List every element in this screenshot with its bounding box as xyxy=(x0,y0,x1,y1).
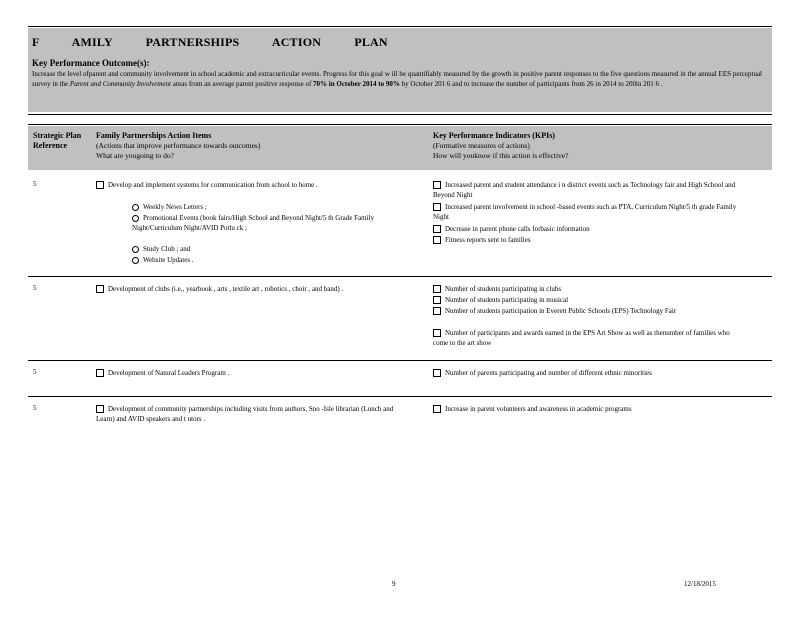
row-reference: 5 xyxy=(33,180,37,188)
page-number: 9 xyxy=(392,580,396,588)
table-header xyxy=(28,126,772,170)
row-reference: 5 xyxy=(33,284,37,292)
row-reference: 5 xyxy=(33,368,37,376)
checkbox-bullet-icon xyxy=(96,181,104,189)
checkbox-bullet-icon xyxy=(96,285,104,293)
circle-bullet-icon xyxy=(132,257,139,264)
sub-item: Website Updates . xyxy=(132,255,412,265)
sub-item: Study Club ; and xyxy=(132,244,412,254)
kpi-item: Number of students participating in clubs xyxy=(433,284,743,294)
ref-column-heading: Strategic Plan Reference xyxy=(33,131,82,150)
checkbox-bullet-icon xyxy=(433,225,441,233)
circle-bullet-icon xyxy=(132,246,139,253)
kpi-item: Number of students participation in Everett Public Schools (EPS) Technology Fair xyxy=(433,306,743,316)
kpo-label: Key Performance Outcome(s): xyxy=(32,58,150,68)
row-reference: 5 xyxy=(33,404,37,412)
checkbox-bullet-icon xyxy=(433,307,441,315)
kpi-item: Number of participants and awards earned in the EPS Art Show as well as thenumber of families who come to the art show xyxy=(433,329,730,347)
sub-item: Promotional Events (book fairs/High School and Beyond Night/5 th Grade Family Night/Curriculum Night/AVID Potlu ck ; xyxy=(132,214,374,232)
kpi-item: Increased parent involvement in school -based events such as PTA, Curriculum Night/5 th grade Family Night xyxy=(433,203,737,221)
kpi-item: Number of parents participating and number of different ethnic minorities xyxy=(433,368,743,378)
table-top-rule xyxy=(28,124,772,125)
action-item: Development of community partnerships including visits from authors, Sno -Isle librarian (Lunch and Learn) and AVID speakers and t utors . xyxy=(96,405,394,423)
kpo-text: Increase the level ofparent and community involvement in school academic and extracurricular events. Progress for this goal w ill be quantifiably measured by the growth in positive parent responses to the five questions measured in the annual EES perceptual survey in the Parent and Community Involvement areas from an average parent positive response of 70% in October 2014 to 90% by October 201 6 and to increase the number of participants from 26 in 2014 to 200in 201 6 . xyxy=(32,70,762,88)
checkbox-bullet-icon xyxy=(433,285,441,293)
checkbox-bullet-icon xyxy=(96,405,104,413)
checkbox-bullet-icon xyxy=(433,236,441,244)
table-row xyxy=(28,400,772,444)
action-column-heading: Family Partnerships Action Items (Actions that improve performance towards outcomes) What are yougoing to do? xyxy=(96,131,261,160)
header-section xyxy=(28,28,772,112)
kpi-item: Fitness reports sent to families xyxy=(433,235,743,245)
checkbox-bullet-icon xyxy=(433,329,441,337)
checkbox-bullet-icon xyxy=(433,203,441,211)
kpi-item: Number of students participating in musical xyxy=(433,295,743,305)
checkbox-bullet-icon xyxy=(433,369,441,377)
kpi-column-heading: Key Performance Indicators (KPIs) (Formative measures of actions) How will youknow if this action is effective? xyxy=(433,131,569,160)
page-title: F AMILY PARTNERSHIPS ACTION PLAN xyxy=(32,35,388,49)
row-divider xyxy=(28,396,772,397)
table-row xyxy=(28,176,772,272)
section-divider xyxy=(28,114,772,115)
checkbox-bullet-icon xyxy=(433,405,441,413)
kpi-item: Increased parent and student attendance i n district events such as Technology fair and High School and Beyond Night xyxy=(433,181,736,199)
action-item: Development of clubs (i.e., yearbook , arts , textile art , robotics , choir , and band) . xyxy=(96,284,410,294)
circle-bullet-icon xyxy=(132,215,139,222)
footer-date: 12/18/2015 xyxy=(684,580,716,588)
checkbox-bullet-icon xyxy=(96,369,104,377)
table-row xyxy=(28,364,772,394)
row-divider xyxy=(28,360,772,361)
sub-item: Weekly News Letters ; xyxy=(132,202,412,212)
checkbox-bullet-icon xyxy=(433,296,441,304)
table-row xyxy=(28,280,772,360)
kpi-item: Decrease in parent phone calls forbasic information xyxy=(433,224,743,234)
action-item: Develop and implement systems for communication from school to home . xyxy=(96,180,410,190)
circle-bullet-icon xyxy=(132,204,139,211)
action-item: Development of Natural Leaders Program . xyxy=(96,368,410,378)
row-divider xyxy=(28,276,772,277)
top-rule xyxy=(28,26,772,27)
checkbox-bullet-icon xyxy=(433,181,441,189)
kpi-item: Increase in parent volunteers and awareness in academic programs xyxy=(433,404,743,414)
